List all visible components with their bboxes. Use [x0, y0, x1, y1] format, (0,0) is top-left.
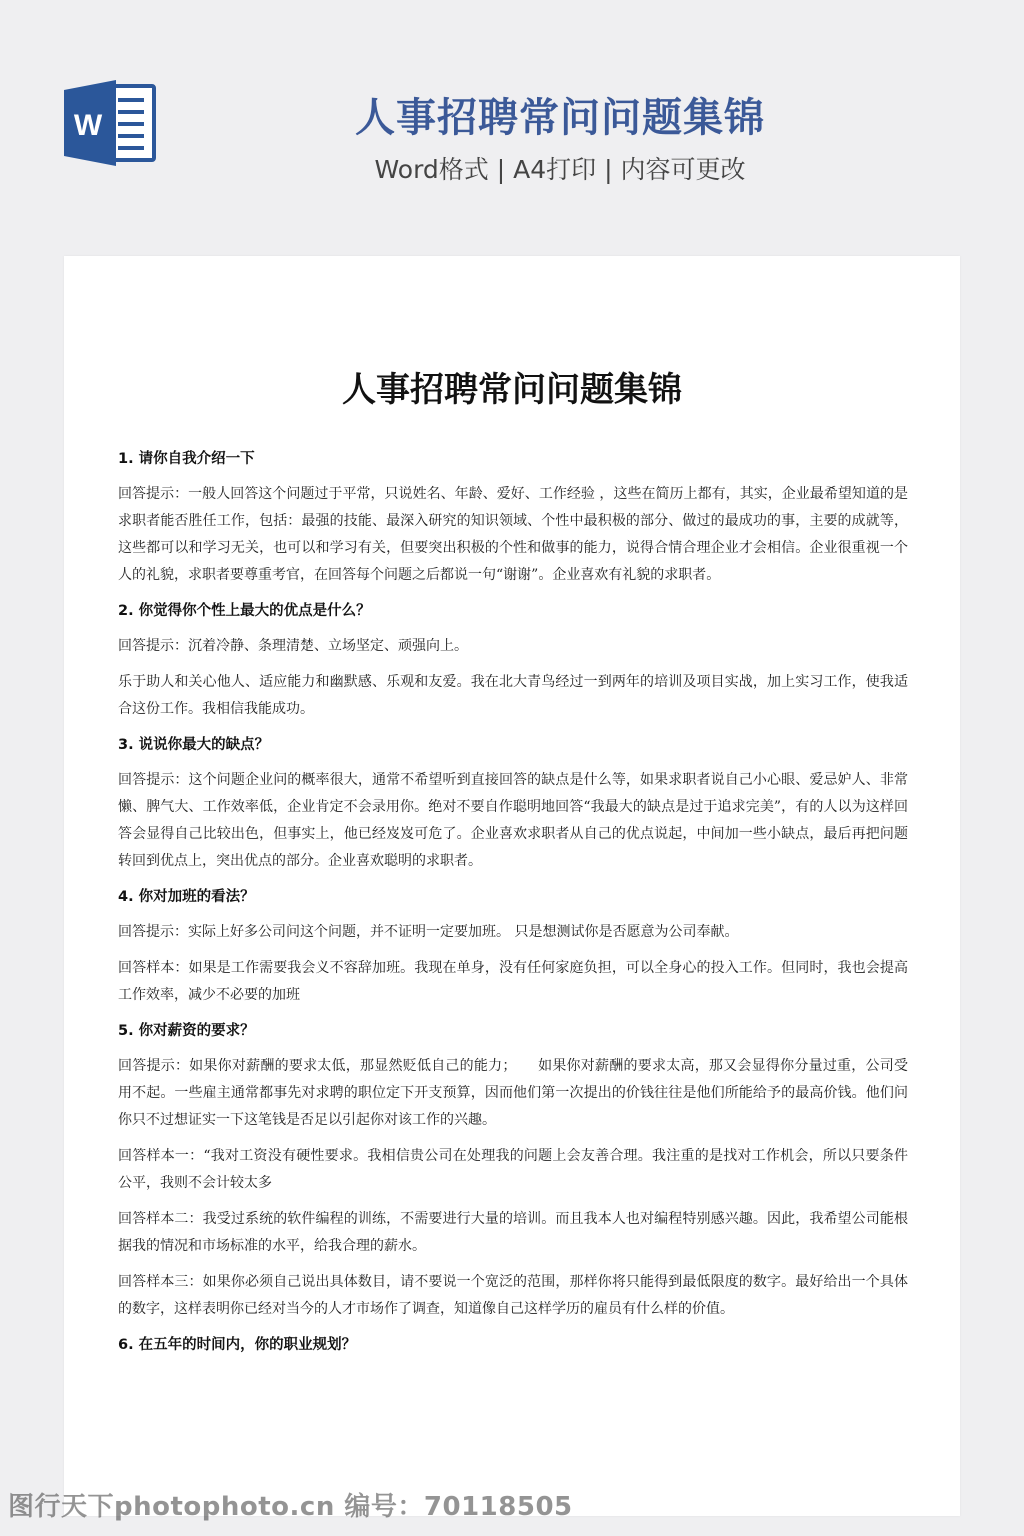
question-heading: 4. 你对加班的看法？	[118, 889, 255, 905]
promo-header	[0, 0, 1024, 256]
document-body	[118, 446, 908, 1367]
word-document-icon	[64, 80, 156, 166]
answer-paragraph: 回答提示：如果你对薪酬的要求太低，那显然贬低自己的能力； 如果你对薪酬的要求太高，那又会显得你分量过重，公司受用不起。一些雇主通常都事先对求聘的职位定下开支预算，因而他们第一次提出的价钱往往是他们所能给予的最高价钱。他们问你只不过想证实一下这笔钱是否足以引起你对该工作的兴趣。	[118, 1058, 908, 1128]
answer-paragraph: 回答提示：一般人回答这个问题过于平常，只说姓名、年龄、爱好、工作经验 ，这些在简历上都有，其实，企业最希望知道的是求职者能否胜任工作，包括：最强的技能、最深入研究的知识领域、个性中最积极的部分、做过的最成功的事，主要的成就等，这些都可以和学习无关，也可以和学习有关，但要突出积极的个性和做事的能力，说得合情合理企业才会相信。企业很重视一个人的礼貌，求职者要尊重考官，在回答每个问题之后都说一句“谢谢”。企业喜欢有礼貌的求职者。	[118, 486, 908, 583]
answer-paragraph: 回答样本：如果是工作需要我会义不容辞加班。我现在单身，没有任何家庭负担，可以全身心的投入工作。但同时，我也会提高工作效率，减少不必要的加班	[118, 960, 908, 1003]
answer-paragraph: 回答提示：实际上好多公司问这个问题，并不证明一定要加班。 只是想测试你是否愿意为公司奉献。	[118, 924, 739, 940]
document-title: 人事招聘常问问题集锦	[342, 370, 682, 410]
answer-paragraph: 回答样本二：我受过系统的软件编程的训练，不需要进行大量的培训。而且我本人也对编程特别感兴趣。因此，我希望公司能根据我的情况和市场标准的水平，给我合理的薪水。	[118, 1211, 908, 1254]
answer-paragraph: 乐于助人和关心他人、适应能力和幽默感、乐观和友爱。我在北大青鸟经过一到两年的培训及项目实战，加上实习工作，使我适合这份工作。我相信我能成功。	[118, 674, 908, 717]
answer-paragraph: 回答样本一：“我对工资没有硬性要求。我相信贵公司在处理我的问题上会友善合理。我注重的是找对工作机会，所以只要条件公平，我则不会计较太多	[118, 1148, 908, 1191]
question-heading: 2. 你觉得你个性上最大的优点是什么？	[118, 603, 371, 619]
header-title: 人事招聘常问问题集锦	[355, 95, 765, 141]
watermark: 图行天下photophoto.cn 编号：70118505	[8, 1492, 573, 1522]
word-logo-letter: W	[73, 109, 103, 142]
answer-paragraph: 回答提示：沉着冷静、条理清楚、立场坚定、顽强向上。	[118, 638, 468, 654]
question-heading: 5. 你对薪资的要求？	[118, 1023, 255, 1039]
question-heading: 6. 在五年的时间内，你的职业规划？	[118, 1337, 357, 1353]
answer-paragraph: 回答样本三：如果你必须自己说出具体数目，请不要说一个宽泛的范围，那样你将只能得到最低限度的数字。最好给出一个具体的数字，这样表明你已经对当今的人才市场作了调查，知道像自己这样学历的雇员有什么样的价值。	[118, 1274, 908, 1317]
question-heading: 1. 请你自我介绍一下	[118, 451, 255, 467]
document-page	[64, 256, 960, 1516]
header-subtitle: Word格式 | A4打印 | 内容可更改	[374, 155, 746, 184]
answer-paragraph: 回答提示：这个问题企业问的概率很大，通常不希望听到直接回答的缺点是什么等，如果求职者说自己小心眼、爱忌妒人、非常懒、脾气大、工作效率低，企业肯定不会录用你。绝对不要自作聪明地回答“我最大的缺点是过于追求完美”，有的人以为这样回答会显得自己比较出色，但事实上，他已经岌岌可危了。企业喜欢求职者从自己的优点说起，中间加一些小缺点，最后再把问题转回到优点上，突出优点的部分。企业喜欢聪明的求职者。	[118, 772, 908, 869]
question-heading: 3. 说说你最大的缺点？	[118, 737, 270, 753]
